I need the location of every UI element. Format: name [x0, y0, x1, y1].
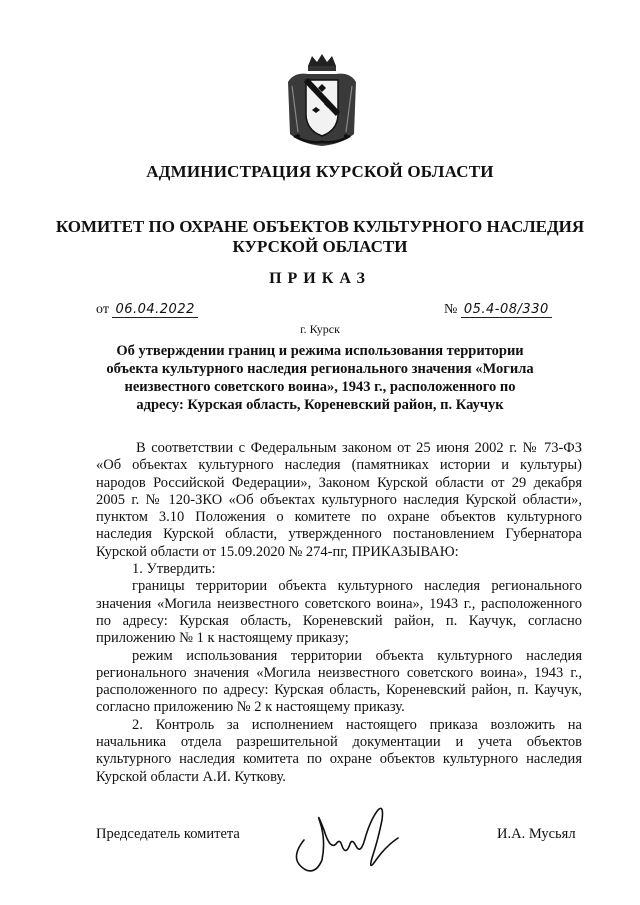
administration-title: АДМИНИСТРАЦИЯ КУРСКОЙ ОБЛАСТИ [146, 162, 494, 181]
paragraph-preamble: В соответствии с Федеральным законом от 25 июня 2002 г. № 73-ФЗ «Об объектах культурного наследия (памятниках истории и культуры) народов Российской Федерации», Законом Курской области от 29 декабря 2005 г. № 120-ЗКО «Об объектах культурного наследия Курской области», пунктом 3.10 Положения о комитете по охране объектов культурного наследия Курской области, утвержденного постановлением Губернатора Курской области от 15.09.2020 № 274-пг, ПРИКАЗЫВАЮ: [96, 440, 582, 560]
signer-name: И.А. Мусьял [497, 826, 576, 842]
signer-position: Председатель комитета [96, 826, 240, 842]
order-number: 05.4-08/330 [461, 302, 552, 318]
paragraph-item-2: 2. Контроль за исполнением настоящего приказа возложить на начальника отдела разрешительной документации и учета объектов культурного наследия комитета по охране объектов культурного наследия Курской области А.И. Куткову. [96, 716, 582, 785]
order-body [96, 440, 582, 786]
coat-of-arms-emblem [284, 52, 360, 148]
order-number-field [444, 302, 552, 318]
paragraph-item-1: 1. Утвердить: [132, 561, 216, 578]
paragraph-regime: режим использования территории объекта культурного наследия регионального значения «Могила неизвестного советского воина», 1943 г., расположенного по адресу: Курская область, Кореневский район, п. Каучук, согласно приложению № 2 к настоящему приказу. [96, 647, 582, 716]
paragraph-boundaries: границы территории объекта культурного наследия регионального значения «Могила неизвестного советского воина», 1943 г., расположенного по адресу: Курская область, Кореневский район, п. Каучук, согласно приложению № 1 к настоящему приказу; [96, 578, 582, 647]
order-date-field [96, 302, 198, 318]
committee-title [0, 217, 640, 257]
number-label: № [444, 302, 458, 317]
handwritten-signature [286, 800, 416, 880]
order-subject: Об утверждении границ и режима использования территории объекта культурного наследия регионального значения «Могила неизвестного советского воина», 1943 г., расположенного по адресу: Курская область, Кореневский район, п. Каучук [106, 343, 534, 413]
issue-city: г. Курск [300, 322, 340, 336]
document-type: ПРИКАЗ [269, 270, 371, 287]
committee-title-line2: КУРСКОЙ ОБЛАСТИ [232, 237, 408, 256]
date-label: от [96, 302, 109, 317]
committee-title-line1: КОМИТЕТ ПО ОХРАНЕ ОБЪЕКТОВ КУЛЬТУРНОГО НАСЛЕДИЯ [55, 217, 585, 236]
order-date: 06.04.2022 [112, 302, 197, 318]
